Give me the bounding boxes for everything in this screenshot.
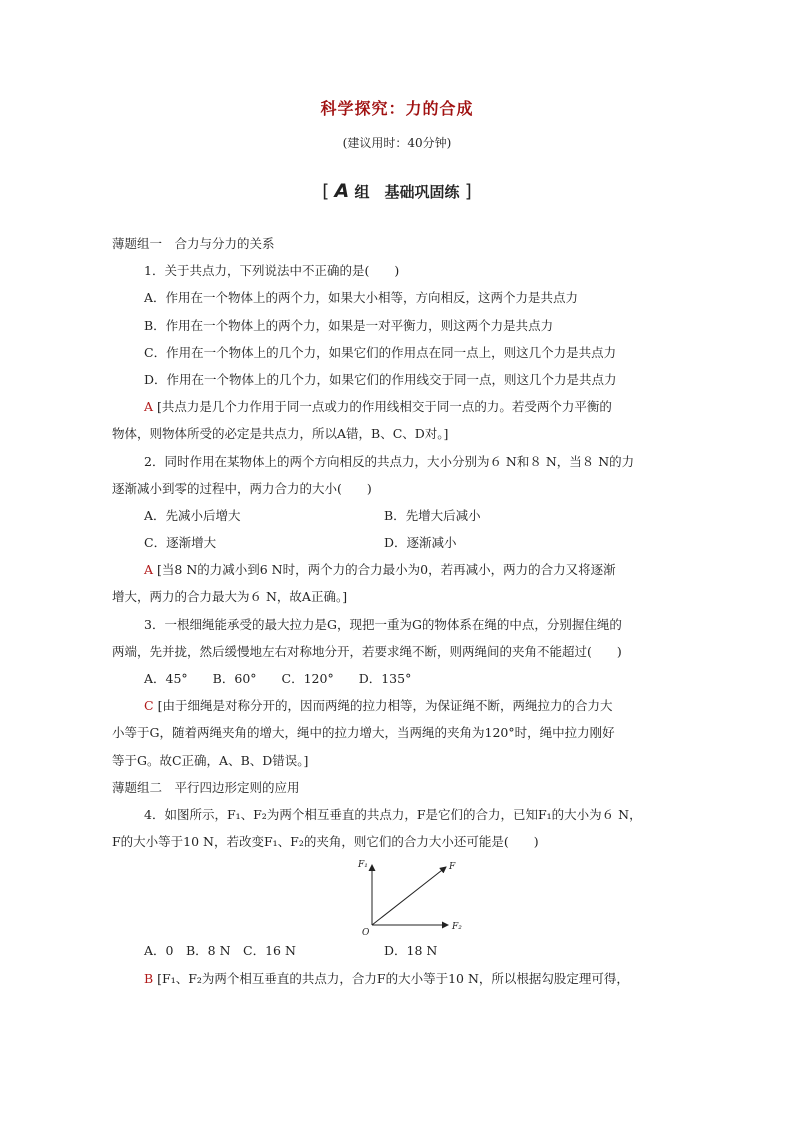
q2-option-a: A．先减小后增大	[144, 507, 241, 523]
group-left-bracket: [	[322, 181, 330, 202]
q1-option-d: D．作用在一个物体上的几个力，如果它们的作用线交于同一点，则这几个力是共点力	[144, 371, 617, 387]
q4-answer: B	[144, 970, 154, 986]
q2-explanation-text-1: [当8 N的力减小到6 N时，两个力的合力最小为0，若再减小，两力的合力又将逐渐	[157, 562, 616, 578]
q3-explanation-line-2: 小等于G，随着两绳夹角的增大，绳中的拉力增大，当两绳的夹角为120°时，绳中拉力刚好	[112, 725, 615, 741]
section-label-1: 薄题组一 合力与分力的关系	[112, 236, 275, 251]
q1-explanation-line-2: 物体，则物体所受的必定是共点力，所以A错，B、C、D对。]	[112, 426, 449, 442]
q1-stem: 1．关于共点力，下列说法中不正确的是( )	[144, 263, 400, 279]
q2-explanation-line-2: 增大，两力的合力最大为６ N，故A正确。]	[112, 589, 348, 605]
q1-answer: A	[144, 399, 154, 415]
q2-options-row-1	[112, 502, 684, 529]
q3-answer: C	[144, 698, 154, 714]
q2-option-b: B．先增大后减小	[384, 507, 481, 523]
q2-option-c: C．逐渐增大	[144, 535, 217, 551]
q2-option-d: D．逐渐减小	[384, 535, 457, 551]
q2-stem-line-1: 2．同时作用在某物体上的两个方向相反的共点力，大小分别为６ N和８ N，当８ N的力	[144, 453, 635, 469]
f2-label: F₂	[452, 922, 462, 933]
q4-options-right: D．18 N	[384, 943, 438, 959]
group-letter: A	[334, 180, 350, 202]
q4-stem-line-1: 4．如图所示，F₁、F₂为两个相互垂直的共点力，F是它们的合力，已知F₁的大小为６ N，	[144, 806, 642, 822]
q1-option-b: B．作用在一个物体上的两个力，如果是一对平衡力，则这两个力是共点力	[144, 317, 554, 333]
q3-explanation-line-1	[112, 692, 684, 719]
q2-stem-line-2: 逐渐减小到零的过程中，两力合力的大小( )	[112, 480, 372, 496]
q1-explanation-line-1	[112, 393, 684, 420]
section-label-2: 薄题组二 平行四边形定则的应用	[112, 779, 300, 795]
q3-stem-line-1: 3．一根细绳能承受的最大拉力是G，现把一重为G的物体系在绳的中点，分别握住绳的	[144, 616, 622, 632]
f1-label: F₁	[358, 860, 368, 871]
q3-explanation-line-3: 等于G。故C正确，A、B、D错误。]	[112, 752, 309, 768]
q4-options-left: A．0 B．8 N C．16 N	[144, 943, 296, 959]
q1-option-a: A．作用在一个物体上的两个力，如果大小相等，方向相反，这两个力是共点力	[144, 290, 579, 306]
q4-options	[112, 937, 684, 964]
force-diagram-svg	[356, 855, 476, 937]
origin-label: O	[362, 928, 370, 938]
q4-explanation-text-1: [F₁、F₂为两个相互垂直的共点力，合力F的大小等于10 N，所以根据勾股定理可得，	[157, 970, 629, 986]
q4-stem-line-2: F的大小等于10 N，若改变F₁、F₂的夹角，则它们的合力大小还可能是( )	[112, 834, 539, 850]
q2-options-row-2	[112, 529, 684, 556]
q3-explanation-text-1: [由于细绳是对称分开的，因而两绳的拉力相等，为保证绳不断，两绳拉力的合力大	[157, 698, 613, 714]
q1-option-c: C．作用在一个物体上的几个力，如果它们的作用点在同一点上，则这几个力是共点力	[144, 344, 617, 360]
q2-answer: A	[144, 562, 154, 578]
q4-explanation-line-1	[112, 965, 684, 992]
group-right-bracket: ]	[464, 181, 472, 202]
q3-stem-line-2: 两端，先并拢，然后缓慢地左右对称地分开，若要求绳不断，则两绳间的夹角不能超过( )	[112, 643, 622, 659]
group-text: 组 基础巩固练	[354, 183, 460, 201]
page-title: 科学探究：力的合成	[320, 99, 474, 118]
q1-explanation-text-1: [共点力是几个力作用于同一点或力的作用线相交于同一点的力。若受两个力平衡的	[157, 399, 612, 415]
q3-options: A．45° B．60° C．120° D．135°	[144, 671, 412, 686]
question-content	[112, 230, 684, 992]
resultant-vector	[372, 867, 446, 925]
suggested-time: (建议用时：40分钟)	[342, 136, 452, 150]
f-label: F	[449, 862, 456, 873]
group-heading	[0, 180, 794, 202]
force-diagram	[112, 855, 684, 937]
q2-explanation-line-1	[112, 556, 684, 583]
